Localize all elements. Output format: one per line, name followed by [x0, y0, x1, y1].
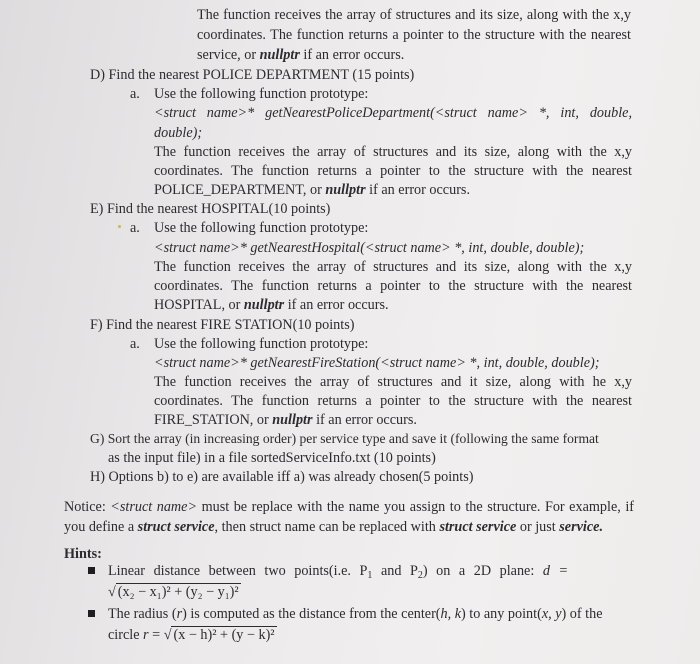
section-d-desc-line-3: POLICE_DEPARTMENT, or nullptr if an error occurs. — [154, 182, 470, 198]
section-e-desc-line-1: The function receives the array of structures and its size, along with the x,y — [154, 259, 632, 275]
section-e-a-label: a. — [130, 220, 140, 236]
section-f-prototype-line-1: <struct name>* getNearestFireStation(<struct name> *, int, double, double); — [154, 355, 600, 371]
section-d-a-text: Use the following function prototype: — [154, 86, 369, 102]
hint-1-line-1: Linear distance between two points(i.e. $P_1$ and $P_2$) on a 2D plane: d = — [108, 563, 569, 581]
section-g-line-1: G) Sort the array (in increasing order) per service type and save it (following the same format — [90, 431, 599, 446]
section-e-desc-line-2: coordinates. The function returns a pointer to the structure with the nearest — [154, 278, 632, 294]
section-f-desc-line-1: The function receives the array of structures and it size, along with he x,y — [154, 374, 632, 390]
hints-title: Hints: — [64, 546, 102, 562]
notice-line-1: Notice: <struct name> must be replace with the name you assign to the structure. For example, if — [64, 499, 634, 515]
section-e-a-text: Use the following function prototype: — [154, 220, 369, 236]
section-f-a-text: Use the following function prototype: — [154, 336, 369, 352]
hint-2-line-1: The radius (r) is computed as the distance from the center(h, k) to any point(x, y) of the — [108, 606, 603, 622]
bullet-icon — [88, 567, 95, 574]
section-e-heading: E) Find the nearest HOSPITAL(10 points) — [90, 201, 331, 217]
section-d-a-label: a. — [130, 86, 140, 102]
section-e-prototype-line-1: <struct name>* getNearestHospital(<struct name> *, int, double, double); — [154, 240, 585, 256]
section-g-line-2: as the input file) in a file sortedServiceInfo.txt (10 points) — [108, 450, 436, 466]
c-intro-line-3: service, or nullptr if an error occurs. — [197, 47, 405, 63]
hint-2-line-2: circle r = √ (x − h)² + (y − k)² — [108, 627, 275, 643]
section-f-desc-line-2: coordinates. The function returns a pointer to the structure with the nearest — [154, 393, 632, 409]
section-d-prototype-line-1: <struct name>* getNearestPoliceDepartment(<struct name> *, int, double, — [154, 105, 632, 121]
section-f-heading: F) Find the nearest FIRE STATION(10 points) — [90, 317, 355, 333]
notice-line-2: you define a struct service, then struct name can be replaced with struct service or just service. — [64, 519, 603, 535]
c-intro-line-2: coordinates. The function returns a pointer to the structure with the nearest — [197, 27, 631, 43]
section-d-desc-line-2: coordinates. The function returns a pointer to the structure with the nearest — [154, 163, 632, 179]
section-d-desc-line-1: The function receives the array of structures and its size, along with the x,y — [154, 144, 632, 160]
section-e-desc-line-3: HOSPITAL, or nullptr if an error occurs. — [154, 297, 389, 313]
section-f-desc-line-3: FIRE_STATION, or nullptr if an error occurs. — [154, 412, 417, 428]
hint-1-formula: √ (x₂ − x₁)² + (y₂ − y₁)² — [108, 584, 239, 600]
section-f-a-label: a. — [130, 336, 140, 352]
ink-mark — [118, 225, 121, 228]
c-intro-line-1: The function receives the array of structures and its size, along with the x,y — [197, 7, 631, 23]
section-d-heading: D) Find the nearest POLICE DEPARTMENT (15 points) — [90, 67, 415, 83]
bullet-icon — [88, 610, 95, 617]
section-h-line-1: H) Options b) to e) are available iff a) was already chosen(5 points) — [90, 469, 474, 485]
section-d-prototype-line-2: double); — [154, 125, 203, 141]
